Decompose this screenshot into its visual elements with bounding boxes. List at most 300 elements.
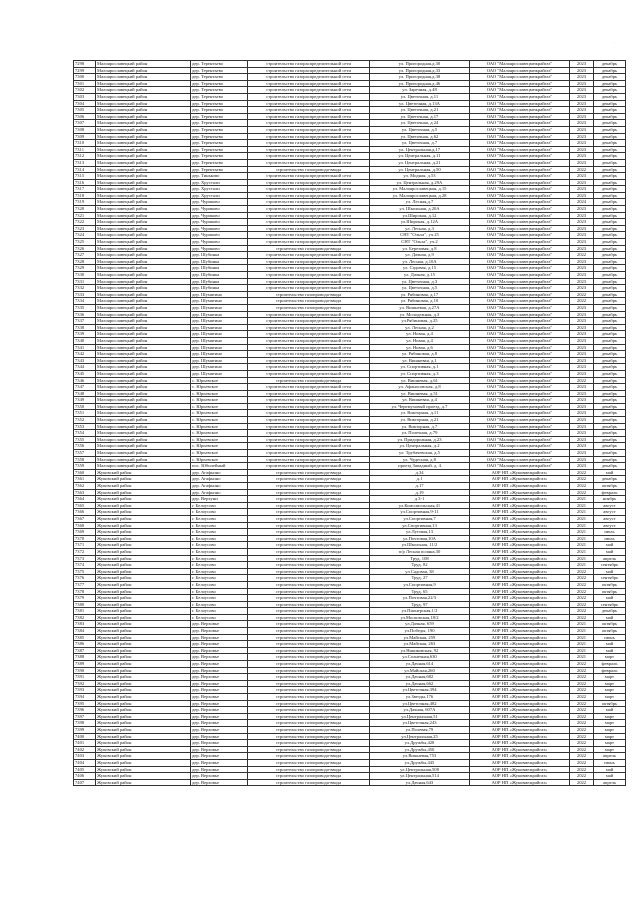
settlement-cell: с. Юрьевское <box>191 443 248 450</box>
row-number: 7312 <box>74 153 96 160</box>
settlement-cell: дер. Верховье <box>191 654 248 661</box>
month-cell: декабрь <box>594 423 626 430</box>
table-row <box>74 173 626 180</box>
row-number: 7315 <box>74 173 96 180</box>
settlement-cell: с. Юрьевское <box>191 436 248 443</box>
table-row <box>74 219 626 226</box>
work-type-cell: строительство газораспределительной сети <box>248 430 370 437</box>
settlement-cell: дер. Верховье <box>191 641 248 648</box>
year-cell: 2022 <box>570 707 594 714</box>
month-cell: сентябрь <box>594 601 626 608</box>
row-number: 7338 <box>74 324 96 331</box>
month-cell: декабрь <box>594 206 626 213</box>
district-cell: Жуковский район <box>96 568 191 575</box>
settlement-cell: с. Юрьевское <box>191 377 248 384</box>
organization-cell: ОАО "Малоярославецмежрайгаз" <box>470 192 570 199</box>
address-cell: ул.Дружбы,450 <box>370 746 470 753</box>
organization-cell: ОАО "Малоярославецмежрайгаз" <box>470 212 570 219</box>
address-cell: ул. Чудесная, д.8 <box>370 456 470 463</box>
district-cell: Малоярославецкий район <box>96 324 191 331</box>
address-cell: ул. Малоярославецкая, д.15 <box>370 186 470 193</box>
table-row <box>74 476 626 483</box>
settlement-cell: г. Белоусово <box>191 601 248 608</box>
row-number: 7379 <box>74 595 96 602</box>
address-cell: ул. Центральная, д.50 <box>370 166 470 173</box>
organization-cell: АОР НП «Жуковмежрайгаз» <box>470 766 570 773</box>
settlement-cell: г. Белоусово <box>191 535 248 542</box>
address-cell: ул.Звезды,176 <box>370 694 470 701</box>
year-cell: 2021 <box>570 509 594 516</box>
settlement-cell: дер. Верховье <box>191 713 248 720</box>
work-type-cell: строительство газораспределительной сети <box>248 410 370 417</box>
address-cell: ул. Спортивная, д.3 <box>370 370 470 377</box>
organization-cell: АОР НП «Жуковмежрайгаз» <box>470 654 570 661</box>
settlement-cell: дер. Верховье <box>191 740 248 747</box>
settlement-cell: дер. Агафьино <box>191 476 248 483</box>
year-cell: 2022 <box>570 661 594 668</box>
month-cell: октябрь <box>594 628 626 635</box>
table-row <box>74 364 626 371</box>
organization-cell: АОР НП «Жуковмежрайгаз» <box>470 753 570 760</box>
row-number: 7402 <box>74 746 96 753</box>
district-cell: Жуковский район <box>96 608 191 615</box>
district-cell: Жуковский район <box>96 687 191 694</box>
year-cell: 2022 <box>570 773 594 780</box>
row-number: 7346 <box>74 377 96 384</box>
table-row <box>74 555 626 562</box>
table-row <box>74 199 626 206</box>
district-cell: Жуковский район <box>96 535 191 542</box>
table-row <box>74 436 626 443</box>
month-cell: декабрь <box>594 608 626 615</box>
month-cell: декабрь <box>594 219 626 226</box>
work-type-cell: строительство газопровода-ввода <box>248 713 370 720</box>
table-row <box>74 146 626 153</box>
month-cell: декабрь <box>594 159 626 166</box>
work-type-cell: строительство газораспределительной сети <box>248 186 370 193</box>
table-row <box>74 351 626 358</box>
work-type-cell: строительство газораспределительной сети <box>248 219 370 226</box>
year-cell: 2023 <box>570 357 594 364</box>
year-cell: 2023 <box>570 430 594 437</box>
row-number: 7344 <box>74 364 96 371</box>
table-row <box>74 575 626 582</box>
row-number: 7327 <box>74 252 96 259</box>
organization-cell: АОР НП «Жуковмежрайгаз» <box>470 733 570 740</box>
row-number: 7389 <box>74 661 96 668</box>
table-row <box>74 337 626 344</box>
organization-cell: АОР НП «Жуковмежрайгаз» <box>470 707 570 714</box>
address-cell: ул.Садовая, 38 <box>370 568 470 575</box>
organization-cell: ОАО "Малоярославецмежрайгаз" <box>470 80 570 87</box>
address-cell: ул. Березовая, д.8 <box>370 245 470 252</box>
row-number: 7322 <box>74 219 96 226</box>
table-row <box>74 779 626 786</box>
row-number: 7364 <box>74 496 96 503</box>
month-cell: июль <box>594 535 626 542</box>
year-cell: 2023 <box>570 146 594 153</box>
organization-cell: АОР НП «Жуковмежрайгаз» <box>470 726 570 733</box>
district-cell: Малоярославецкий район <box>96 304 191 311</box>
row-number: 7386 <box>74 641 96 648</box>
settlement-cell: дер. Верховье <box>191 720 248 727</box>
row-number: 7351 <box>74 410 96 417</box>
month-cell: март <box>594 674 626 681</box>
district-cell: Жуковский район <box>96 694 191 701</box>
address-cell: ул.Победы, 190 <box>370 628 470 635</box>
address-cell: ул.Почтовая,22/3 <box>370 595 470 602</box>
month-cell: декабрь <box>594 74 626 81</box>
year-cell: 2023 <box>570 120 594 127</box>
organization-cell: ОАО "Малоярославецмежрайгаз" <box>470 298 570 305</box>
work-type-cell: строительство газопровода-ввода <box>248 515 370 522</box>
organization-cell: ОАО "Малоярославецмежрайгаз" <box>470 430 570 437</box>
district-cell: Малоярославецкий район <box>96 146 191 153</box>
table-row <box>74 456 626 463</box>
month-cell: май <box>594 568 626 575</box>
table-row <box>74 120 626 127</box>
work-type-cell: строительство газораспределительной сети <box>248 278 370 285</box>
address-cell: ул.Дачная,662 <box>370 680 470 687</box>
district-cell: Жуковский район <box>96 496 191 503</box>
month-cell: декабрь <box>594 113 626 120</box>
organization-cell: ОАО "Малоярославецмежрайгаз" <box>470 443 570 450</box>
work-type-cell: строительство газопровода-ввода <box>248 726 370 733</box>
district-cell: Малоярославецкий район <box>96 397 191 404</box>
address-cell: ул. Центральная, д.29А <box>370 179 470 186</box>
address-cell: Труд, 97 <box>370 601 470 608</box>
work-type-cell: строительство газораспределительной сети <box>248 140 370 147</box>
address-cell: ул. Дачная, д.9 <box>370 252 470 259</box>
row-number: 7382 <box>74 614 96 621</box>
month-cell: май <box>594 469 626 476</box>
settlement-cell: дер. Шумятино <box>191 357 248 364</box>
year-cell: 2023 <box>570 258 594 265</box>
row-number: 7407 <box>74 779 96 786</box>
work-type-cell: строительство газопровода-ввода <box>248 687 370 694</box>
organization-cell: ОАО "Малоярославецмежрайгаз" <box>470 258 570 265</box>
work-type-cell: строительство газораспределительной сети <box>248 331 370 338</box>
district-cell: Малоярославецкий район <box>96 403 191 410</box>
table-row <box>74 318 626 325</box>
year-cell: 2023 <box>570 186 594 193</box>
district-cell: Малоярославецкий район <box>96 87 191 94</box>
table-row <box>74 384 626 391</box>
month-cell: декабрь <box>594 265 626 272</box>
address-cell: ул.Широкая, д.12А <box>370 219 470 226</box>
address-cell: ул.Дачная, 607А <box>370 707 470 714</box>
settlement-cell: дер. Верховье <box>191 687 248 694</box>
row-number: 7366 <box>74 509 96 516</box>
address-cell: ул. Лесная, д.10А <box>370 258 470 265</box>
address-cell: ул. Викторная, д.21 <box>370 417 470 424</box>
year-cell: 2021 <box>570 634 594 641</box>
month-cell: декабрь <box>594 436 626 443</box>
settlement-cell: дер. Верховье <box>191 647 248 654</box>
organization-cell: АОР НП «Жуковмежрайгаз» <box>470 674 570 681</box>
work-type-cell: строительство газопровода-ввода <box>248 740 370 747</box>
year-cell: 2021 <box>570 562 594 569</box>
district-cell: Жуковский район <box>96 713 191 720</box>
district-cell: Малоярославецкий район <box>96 173 191 180</box>
settlement-cell: дер. Шубинка <box>191 272 248 279</box>
address-cell: ул.Майская,260 <box>370 667 470 674</box>
organization-cell: АОР НП «Жуковмежрайгаз» <box>470 628 570 635</box>
settlement-cell: с. Юрьевское <box>191 410 248 417</box>
table-row <box>74 417 626 424</box>
organization-cell: ОАО "Малоярославецмежрайгаз" <box>470 120 570 127</box>
year-cell: 2023 <box>570 410 594 417</box>
row-number: 7368 <box>74 522 96 529</box>
organization-cell: ОАО "Малоярославецмежрайгаз" <box>470 100 570 107</box>
work-type-cell: строительство газораспределительной сети <box>248 113 370 120</box>
settlement-cell: дер. Шумятино <box>191 298 248 305</box>
district-cell: Жуковский район <box>96 641 191 648</box>
district-cell: Жуковский район <box>96 588 191 595</box>
district-cell: Малоярославецкий район <box>96 74 191 81</box>
work-type-cell: строительство газопровода-ввода <box>248 733 370 740</box>
row-number: 7317 <box>74 186 96 193</box>
organization-cell: АОР НП «Жуковмежрайгаз» <box>470 568 570 575</box>
month-cell: декабрь <box>594 364 626 371</box>
settlement-cell: дер. Шумятино <box>191 324 248 331</box>
row-number: 7342 <box>74 351 96 358</box>
table-row <box>74 680 626 687</box>
row-number: 7381 <box>74 608 96 615</box>
row-number: 7376 <box>74 575 96 582</box>
row-number: 7328 <box>74 258 96 265</box>
year-cell: 2023 <box>570 304 594 311</box>
settlement-cell: дер. Верховье <box>191 759 248 766</box>
work-type-cell: строительство газораспределительной сети <box>248 265 370 272</box>
table-row <box>74 562 626 569</box>
address-cell: ул.Почтовая,10А <box>370 535 470 542</box>
district-cell: Малоярославецкий район <box>96 67 191 74</box>
address-cell: ул. Новая, д.4 <box>370 331 470 338</box>
month-cell: декабрь <box>594 298 626 305</box>
work-type-cell: строительство газопровода-ввода <box>248 634 370 641</box>
organization-cell: ОАО "Малоярославецмежрайгаз" <box>470 436 570 443</box>
district-cell: Малоярославецкий район <box>96 265 191 272</box>
year-cell: 2023 <box>570 390 594 397</box>
year-cell: 2023 <box>570 265 594 272</box>
address-cell: СНТ "Ольха", уч.25 <box>370 232 470 239</box>
address-cell: ул.Майская, 259 <box>370 634 470 641</box>
year-cell: 2021 <box>570 535 594 542</box>
year-cell: 2023 <box>570 153 594 160</box>
year-cell: 2023 <box>570 225 594 232</box>
year-cell: 2021 <box>570 515 594 522</box>
address-cell: ул.Дачная,614 <box>370 661 470 668</box>
organization-cell: АОР НП «Жуковмежрайгаз» <box>470 647 570 654</box>
table-row <box>74 67 626 74</box>
settlement-cell: дер. Чуриково <box>191 225 248 232</box>
row-number: 7373 <box>74 555 96 562</box>
row-number: 7320 <box>74 206 96 213</box>
settlement-cell: с. Юрьевское <box>191 423 248 430</box>
row-number: 7348 <box>74 390 96 397</box>
organization-cell: ОАО "Малоярославецмежрайгаз" <box>470 450 570 457</box>
work-type-cell: строительство газопровода-ввода <box>248 674 370 681</box>
district-cell: Жуковский район <box>96 680 191 687</box>
row-number: 7363 <box>74 489 96 496</box>
district-cell: Малоярославецкий район <box>96 450 191 457</box>
month-cell: август <box>594 509 626 516</box>
settlement-cell: дер. Чуриково <box>191 219 248 226</box>
settlement-cell: дер. Шумятино <box>191 304 248 311</box>
district-cell: Малоярославецкий район <box>96 337 191 344</box>
organization-cell: ОАО "Малоярославецмежрайгаз" <box>470 225 570 232</box>
district-cell: Малоярославецкий район <box>96 331 191 338</box>
organization-cell: ОАО "Малоярославецмежрайгаз" <box>470 390 570 397</box>
address-cell: Труд, 27 <box>370 575 470 582</box>
year-cell: 2023 <box>570 173 594 180</box>
month-cell: март <box>594 687 626 694</box>
district-cell: Малоярославецкий район <box>96 126 191 133</box>
month-cell: декабрь <box>594 390 626 397</box>
work-type-cell: строительство газораспределительной сети <box>248 212 370 219</box>
work-type-cell: строительство газопровода-ввода <box>248 601 370 608</box>
address-cell: ул. Черемуховый проезд, д.7 <box>370 403 470 410</box>
address-cell: ул.Центральная,508 <box>370 766 470 773</box>
organization-cell: АОР НП «Жуковмежрайгаз» <box>470 694 570 701</box>
settlement-cell: дер. Агафьино <box>191 489 248 496</box>
table-row <box>74 720 626 727</box>
address-cell: ул. Новая, д.4 <box>370 337 470 344</box>
settlement-cell: дер. Верховье <box>191 634 248 641</box>
address-cell: ул. Рябиновая, д.10 <box>370 298 470 305</box>
work-type-cell: строительство газопровода-ввода <box>248 667 370 674</box>
organization-cell: ОАО "Малоярославецмежрайгаз" <box>470 351 570 358</box>
address-cell: ул. Пригородная,д.46 <box>370 80 470 87</box>
row-number: 7340 <box>74 337 96 344</box>
settlement-cell: дер. Шумятино <box>191 351 248 358</box>
district-cell: Малоярославецкий район <box>96 232 191 239</box>
month-cell: март <box>594 740 626 747</box>
work-type-cell: строительство газораспределительной сети <box>248 450 370 457</box>
month-cell: декабрь <box>594 245 626 252</box>
organization-cell: ОАО "Малоярославецмежрайгаз" <box>470 159 570 166</box>
settlement-cell: с. Юрьевское <box>191 456 248 463</box>
row-number: 7311 <box>74 146 96 153</box>
table-row <box>74 403 626 410</box>
work-type-cell: строительство газопровода-ввода <box>248 568 370 575</box>
row-number: 7321 <box>74 212 96 219</box>
organization-cell: ОАО "Малоярославецмежрайгаз" <box>470 291 570 298</box>
year-cell: 2021 <box>570 621 594 628</box>
year-cell: 2021 <box>570 496 594 503</box>
address-cell: ул.Московская,18/2 <box>370 614 470 621</box>
table-row <box>74 272 626 279</box>
district-cell: Жуковский район <box>96 614 191 621</box>
address-cell: ул. Заречная, д.48 <box>370 87 470 94</box>
organization-cell: АОР НП «Жуковмежрайгаз» <box>470 581 570 588</box>
district-cell: Жуковский район <box>96 654 191 661</box>
address-cell: ул. Рябиновая, д.8 <box>370 351 470 358</box>
address-cell: ул.Центральная,514 <box>370 773 470 780</box>
organization-cell: ОАО "Малоярославецмежрайгаз" <box>470 397 570 404</box>
work-type-cell: строительство газораспределительной сети <box>248 390 370 397</box>
organization-cell: ОАО "Малоярославецмежрайгаз" <box>470 206 570 213</box>
address-cell: ул.Дачная, 659 <box>370 621 470 628</box>
row-number: 7375 <box>74 568 96 575</box>
table-row <box>74 278 626 285</box>
address-cell: ул. Афанасовская, д.8 <box>370 384 470 391</box>
table-row <box>74 450 626 457</box>
row-number: 7355 <box>74 436 96 443</box>
settlement-cell: дер. Шубинка <box>191 265 248 272</box>
year-cell: 2023 <box>570 113 594 120</box>
work-type-cell: строительство газопровода-ввода <box>248 720 370 727</box>
work-type-cell: строительство газопровода-ввода <box>248 548 370 555</box>
row-number: 7360 <box>74 469 96 476</box>
row-number: 7330 <box>74 272 96 279</box>
district-cell: Малоярославецкий район <box>96 133 191 140</box>
organization-cell: АОР НП «Жуковмежрайгаз» <box>470 746 570 753</box>
row-number: 7349 <box>74 397 96 404</box>
address-cell: ул.Вишневая,753 <box>370 753 470 760</box>
table-row <box>74 502 626 509</box>
district-cell: Жуковский район <box>96 515 191 522</box>
month-cell: декабрь <box>594 304 626 311</box>
row-number: 7336 <box>74 311 96 318</box>
settlement-cell: дер. Верховье <box>191 707 248 714</box>
district-cell: Жуковский район <box>96 661 191 668</box>
year-cell: 2023 <box>570 370 594 377</box>
settlement-cell: дер. Шубинка <box>191 285 248 292</box>
settlement-cell: дер. Верховье <box>191 753 248 760</box>
month-cell: август <box>594 515 626 522</box>
organization-cell: АОР НП «Жуковмежрайгаз» <box>470 483 570 490</box>
table-row <box>74 344 626 351</box>
organization-cell: ОАО "Малоярославецмежрайгаз" <box>470 377 570 384</box>
address-cell: ул. Цветочная, д.5 <box>370 126 470 133</box>
district-cell: Жуковский район <box>96 720 191 727</box>
row-number: 7341 <box>74 344 96 351</box>
month-cell: сентябрь <box>594 575 626 582</box>
address-cell: ул.Цветочная,482 <box>370 700 470 707</box>
address-cell: д.3-1 <box>370 496 470 503</box>
address-cell: ул. Новая, д.6 <box>370 344 470 351</box>
table-row <box>74 759 626 766</box>
month-cell: декабрь <box>594 285 626 292</box>
organization-cell: АОР НП «Жуковмежрайгаз» <box>470 779 570 786</box>
month-cell: декабрь <box>594 199 626 206</box>
settlement-cell: с. Юрьевское <box>191 397 248 404</box>
address-cell: ул. Лесная, д.3 <box>370 225 470 232</box>
year-cell: 2024 <box>570 199 594 206</box>
month-cell: декабрь <box>594 179 626 186</box>
work-type-cell: строительство газораспределительной сети <box>248 120 370 127</box>
work-type-cell: строительство газораспределительной сети <box>248 285 370 292</box>
row-number: 7391 <box>74 674 96 681</box>
row-number: 7352 <box>74 417 96 424</box>
row-number: 7329 <box>74 265 96 272</box>
organization-cell: ОАО "Малоярославецмежрайгаз" <box>470 199 570 206</box>
table-row <box>74 667 626 674</box>
table-row <box>74 74 626 81</box>
row-number: 7347 <box>74 384 96 391</box>
organization-cell: АОР НП «Жуковмежрайгаз» <box>470 759 570 766</box>
table-row <box>74 397 626 404</box>
work-type-cell: строительство газопровода-ввода <box>248 694 370 701</box>
work-type-cell: строительство газораспределительной сети <box>248 133 370 140</box>
settlement-cell: г. Белоусово <box>191 588 248 595</box>
settlement-cell: дер. Терентьево <box>191 113 248 120</box>
table-row <box>74 588 626 595</box>
district-cell: Жуковский район <box>96 766 191 773</box>
work-type-cell: строительство газораспределительной сети <box>248 337 370 344</box>
